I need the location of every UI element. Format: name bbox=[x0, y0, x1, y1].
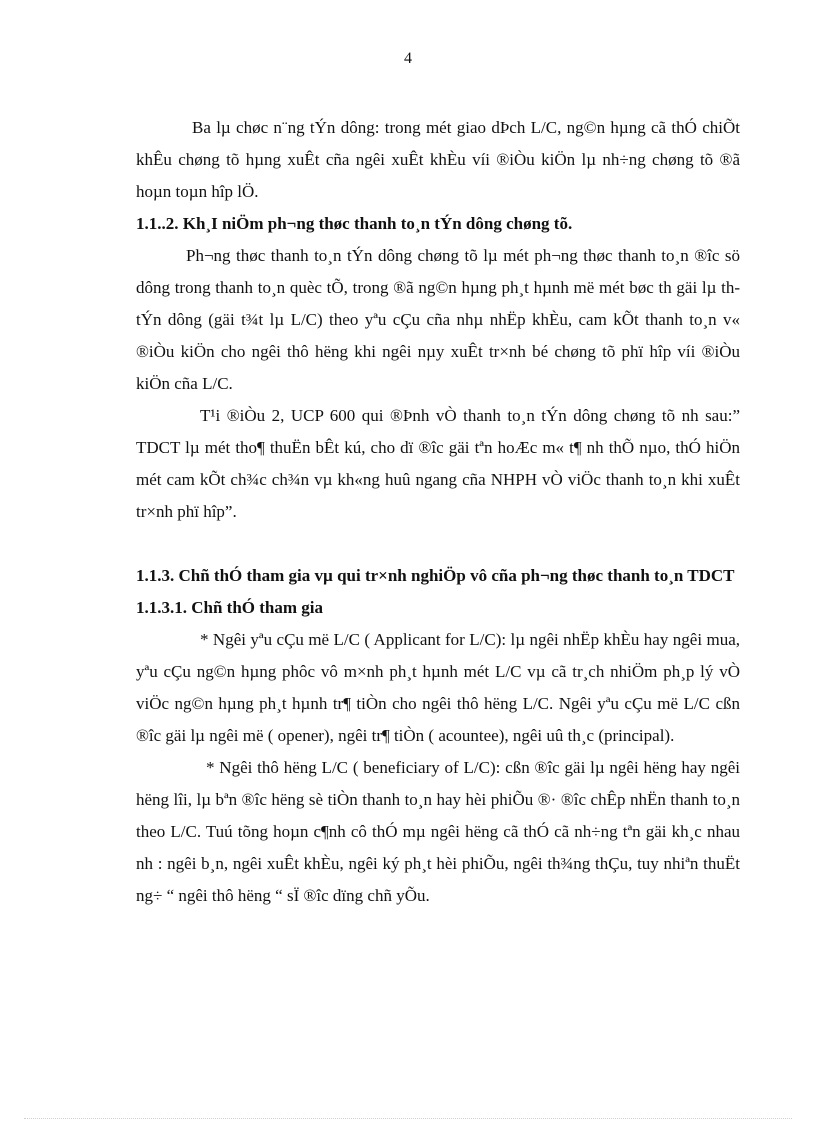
paragraph-beneficiary: * Ngêi thô hëng L/C ( beneficiary of L/C): cßn ®îc gäi lµ ngêi hëng hay ngêi hëng lîi, lµ bªn ®îc hëng sè tiÒn thanh to¸n hay hèi phiÕu ®· ®îc chÊp nhËn thanh to¸n theo L/C. Tuú tõng hoµn c¶nh cô thÓ mµ ngêi hëng cã thÓ cã nh÷ng tªn gäi kh¸c nhau nh : ngêi b¸n, ngêi xuÊt khÈu, ngêi ký ph¸t hèi phiÕu, ngêi th¾ng thÇu, tuy nhiªn thuËt ng÷ “ ngêi thô hëng “ sÏ ®îc dïng chñ yÕu. bbox=[136, 758, 740, 905]
heading-1-1-3-1: 1.1.3.1. Chñ thÓ tham gia bbox=[136, 598, 324, 617]
page-bottom-rule bbox=[24, 1118, 792, 1119]
heading-1-1-3: 1.1.3. Chñ thÓ tham gia vµ qui tr×nh nghiÖp vô cña ph¬ng thøc thanh to¸n TDCT bbox=[136, 566, 735, 585]
blank-line bbox=[136, 528, 740, 560]
page-number: 4 bbox=[404, 50, 412, 67]
heading-1-1-2: 1.1..2. Kh¸I niÖm ph¬ng thøc thanh to¸n tÝn dông chøng tõ. bbox=[136, 214, 573, 233]
paragraph-ucp600: T¹i ®iÒu 2, UCP 600 qui ®Þnh vÒ thanh to¸n tÝn dông chøng tõ nh sau:” TDCT lµ mét tho¶ thuËn bÊt kú, cho dï ®îc gäi tªn hoÆc m« t¶ nh thÕ nµo, thÓ hiÖn mét cam kÕt ch¾c ch¾n vµ kh«ng huû ngang cña NHPH vÒ viÖc thanh to¸n khi xuÊt tr×nh phï hîp”. bbox=[136, 406, 740, 521]
paragraph-lc-definition: Ph¬ng thøc thanh to¸n tÝn dông chøng tõ lµ mét ph¬ng thøc thanh to¸n ®îc sö dông trong thanh to¸n quèc tÕ, trong ®ã ng©n hµng ph¸t hµnh më mét bøc th gäi lµ th tÝn dông (gäi t¾t lµ L/C) theo yªu cÇu cña nhµ nhËp khÈu, cam kÕt thanh to¸n v« ®iÒu kiÖn cho ngêi thô hëng khi ngêi nµy xuÊt tr×nh bé chøng tõ phï hîp víi ®iÒu kiÖn cña L/C. bbox=[136, 246, 740, 393]
paragraph-credit-function: Ba lµ chøc n¨ng tÝn dông: trong mét giao dÞch L/C, ng©n hµng cã thÓ chiÕt khÊu chøng tõ hµng xuÊt cña ngêi xuÊt khÈu víi ®iÒu kiÖn lµ nh÷ng chøng tõ ®ã hoµn toµn hîp lÖ. bbox=[136, 118, 740, 201]
document-body bbox=[136, 112, 740, 912]
paragraph-applicant: * Ngêi yªu cÇu më L/C ( Applicant for L/C): lµ ngêi nhËp khÈu hay ngêi mua, yªu cÇu ng©n hµng phôc vô m×nh ph¸t hµnh mét L/C vµ cã tr¸ch nhiÖm ph¸p lý vÒ viÖc ng©n hµng ph¸t hµnh tr¶ tiÒn cho ngêi thô hëng L/C. Ngêi yªu cÇu më L/C cßn ®îc gäi lµ ngêi më ( opener), ngêi tr¶ tiÒn ( acountee), ngêi uû th¸c (principal). bbox=[136, 630, 740, 745]
